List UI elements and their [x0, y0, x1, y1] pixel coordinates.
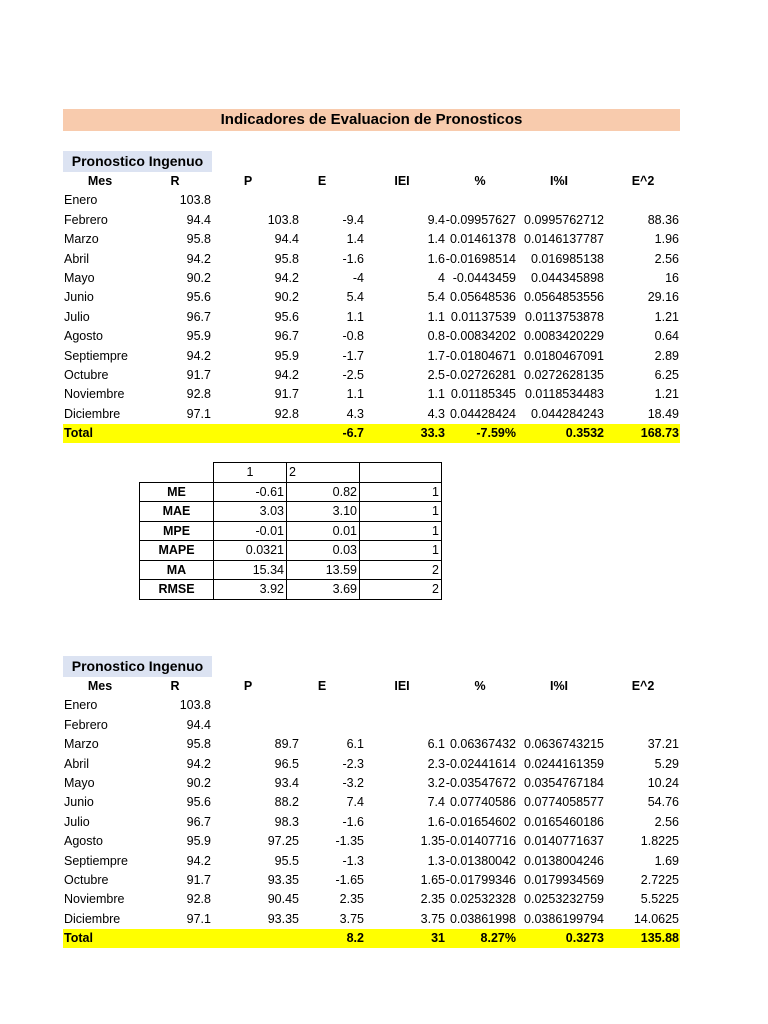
table-row	[63, 832, 680, 851]
cell-abs-e: 2.3	[427, 756, 445, 771]
table-row	[63, 250, 680, 269]
cell-pct: -0.01804671	[445, 348, 516, 363]
cell-abs-e: 4.3	[427, 406, 445, 421]
cell-month: Febrero	[64, 212, 108, 227]
cell-r: 91.7	[186, 872, 211, 887]
cell-p: 94.4	[274, 232, 299, 247]
stats-value-1: 3.03	[214, 502, 287, 522]
stats-value-1: -0.61	[214, 482, 287, 502]
table-row	[63, 288, 680, 307]
cell-pct: -0.09957627	[445, 212, 516, 227]
table-row	[63, 327, 680, 346]
cell-abs-pct: 0.0253232759	[524, 892, 604, 907]
stats-row-ma	[140, 560, 442, 580]
cell-abs-pct: 0.044284243	[531, 406, 604, 421]
stats-best: 1	[360, 521, 442, 541]
cell-abs-pct: 0.0244161359	[524, 756, 604, 771]
cell-r: 90.2	[186, 775, 211, 790]
stats-label: RMSE	[140, 580, 214, 600]
header-month: Mes	[87, 174, 113, 188]
table-row	[63, 871, 680, 890]
stats-value-2: 0.03	[287, 541, 360, 561]
cell-abs-e: 1.1	[427, 309, 445, 324]
stats-label: ME	[140, 482, 214, 502]
cell-e-squared: 0.64	[654, 329, 679, 344]
cell-abs-pct: 0.0138004246	[524, 853, 604, 868]
cell-r: 95.8	[186, 232, 211, 247]
cell-abs-pct: 0.016985138	[531, 251, 604, 266]
cell-e-squared: 2.56	[654, 814, 679, 829]
cell-month: Noviembre	[64, 387, 125, 402]
cell-month: Febrero	[64, 717, 108, 732]
table-row	[63, 696, 680, 715]
table-header-row	[63, 172, 680, 191]
cell-abs-e: 1.1	[427, 387, 445, 402]
cell-r: 95.9	[186, 834, 211, 849]
total-row	[63, 929, 680, 948]
cell-e-squared: 54.76	[647, 795, 679, 810]
cell-r: 94.4	[186, 717, 211, 732]
cell-r: 92.8	[186, 387, 211, 402]
stats-row-me	[140, 482, 442, 502]
header-e-squared: E^2	[631, 174, 655, 188]
table-row	[63, 385, 680, 404]
cell-e-squared: 1.21	[654, 387, 679, 402]
header-e: E	[317, 174, 327, 188]
cell-pct: 0.04428424	[449, 406, 516, 421]
cell-month: Total	[64, 931, 93, 946]
cell-r: 95.6	[186, 795, 211, 810]
header-p: P	[243, 174, 253, 188]
cell-abs-pct: 0.0140771637	[524, 834, 604, 849]
cell-e-squared: 1.96	[654, 232, 679, 247]
cell-pct: 0.07740586	[449, 795, 516, 810]
cell-p: 90.2	[274, 290, 299, 305]
cell-month: Total	[64, 426, 93, 441]
table-row	[63, 405, 680, 424]
cell-p: 98.3	[274, 814, 299, 829]
table-header-row	[63, 677, 680, 696]
stats-header-row	[140, 463, 442, 483]
table-row	[63, 793, 680, 812]
stats-header-1: 1	[214, 463, 287, 483]
stats-value-1: 3.92	[214, 580, 287, 600]
cell-pct: 8.27%	[480, 931, 516, 946]
cell-month: Junio	[64, 795, 94, 810]
cell-pct: 0.05648536	[449, 290, 516, 305]
cell-e: -9.4	[342, 212, 364, 227]
cell-abs-pct: 0.0774058577	[524, 795, 604, 810]
header-month: Mes	[87, 679, 113, 693]
cell-e: -6.7	[342, 426, 364, 441]
cell-r: 97.1	[186, 406, 211, 421]
cell-month: Octubre	[64, 367, 109, 382]
cell-month: Enero	[64, 698, 98, 713]
cell-month: Diciembre	[64, 911, 121, 926]
header-pct: %	[474, 174, 486, 188]
cell-e-squared: 88.36	[647, 212, 679, 227]
cell-month: Enero	[64, 193, 98, 208]
cell-abs-e: 1.4	[427, 232, 445, 247]
cell-e: 4.3	[346, 406, 364, 421]
cell-p: 90.45	[267, 892, 299, 907]
cell-e: 6.1	[346, 737, 364, 752]
cell-abs-e: 1.7	[427, 348, 445, 363]
cell-r: 94.2	[186, 251, 211, 266]
cell-e-squared: 2.56	[654, 251, 679, 266]
cell-e-squared: 1.8225	[640, 834, 679, 849]
stats-row-mape	[140, 541, 442, 561]
cell-p: 89.7	[274, 737, 299, 752]
cell-abs-pct: 0.0386199794	[524, 911, 604, 926]
cell-r: 103.8	[179, 193, 211, 208]
cell-abs-pct: 0.0564853556	[524, 290, 604, 305]
cell-e: 1.1	[346, 387, 364, 402]
cell-e: -1.3	[342, 853, 364, 868]
table-row	[63, 366, 680, 385]
cell-p: 94.2	[274, 367, 299, 382]
cell-e: 5.4	[346, 290, 364, 305]
cell-e-squared: 5.5225	[640, 892, 679, 907]
cell-month: Mayo	[64, 270, 95, 285]
cell-pct: -0.0443459	[452, 270, 516, 285]
header-p: P	[243, 679, 253, 693]
cell-abs-pct: 0.3273	[565, 931, 604, 946]
cell-abs-e: 1.6	[427, 814, 445, 829]
header-e: E	[317, 679, 327, 693]
stats-header-3	[360, 463, 442, 483]
cell-pct: 0.01185345	[450, 387, 516, 402]
cell-e-squared: 1.69	[654, 853, 679, 868]
stats-best: 1	[360, 541, 442, 561]
cell-e-squared: 5.29	[654, 756, 679, 771]
cell-month: Julio	[64, 814, 90, 829]
cell-pct: -0.03547672	[445, 775, 516, 790]
cell-pct: 0.06367432	[449, 737, 516, 752]
cell-month: Noviembre	[64, 892, 125, 907]
cell-r: 92.8	[186, 892, 211, 907]
cell-e-squared: 168.73	[640, 426, 679, 441]
cell-p: 93.35	[267, 911, 299, 926]
cell-month: Abril	[64, 251, 90, 266]
cell-abs-e: 0.8	[427, 329, 445, 344]
cell-abs-e: 6.1	[427, 737, 445, 752]
cell-e: 1.1	[346, 309, 364, 324]
cell-month: Abril	[64, 756, 90, 771]
cell-pct: 0.02532328	[449, 892, 516, 907]
cell-r: 97.1	[186, 911, 211, 926]
cell-e: 2.35	[339, 892, 364, 907]
forecast-table-2	[63, 677, 680, 948]
cell-e: -4	[352, 270, 364, 285]
stats-best: 1	[360, 482, 442, 502]
cell-r: 94.2	[186, 756, 211, 771]
table-row	[63, 308, 680, 327]
cell-e: -2.3	[342, 756, 364, 771]
table-row	[63, 269, 680, 288]
table-row	[63, 191, 680, 210]
cell-p: 93.4	[274, 775, 299, 790]
stats-best: 1	[360, 502, 442, 522]
stats-value-2: 13.59	[287, 560, 360, 580]
cell-p: 96.7	[274, 329, 299, 344]
table-row	[63, 735, 680, 754]
cell-e-squared: 10.24	[647, 775, 679, 790]
header-e-squared: E^2	[631, 679, 655, 693]
cell-e: 7.4	[346, 795, 364, 810]
stats-row-rmse	[140, 580, 442, 600]
stats-row-mpe	[140, 521, 442, 541]
stats-header-2: 2	[287, 463, 360, 483]
cell-pct: -0.00834202	[445, 329, 516, 344]
cell-e-squared: 6.25	[654, 367, 679, 382]
table-row	[63, 910, 680, 929]
cell-e-squared: 14.0625	[633, 911, 679, 926]
cell-pct: -0.01799346	[445, 872, 516, 887]
cell-abs-e: 2.5	[427, 367, 445, 382]
cell-pct: 0.01461378	[449, 232, 516, 247]
cell-pct: -0.01407716	[445, 834, 516, 849]
cell-month: Agosto	[64, 834, 103, 849]
section-title-2: Pronostico Ingenuo	[63, 656, 212, 677]
cell-abs-e: 1.6	[427, 251, 445, 266]
cell-r: 94.4	[186, 212, 211, 227]
cell-month: Diciembre	[64, 406, 121, 421]
cell-e: -1.6	[342, 251, 364, 266]
cell-r: 90.2	[186, 270, 211, 285]
forecast-table-1	[63, 172, 680, 443]
cell-e: 3.75	[339, 911, 364, 926]
cell-month: Julio	[64, 309, 90, 324]
header-abs-e: IEI	[394, 679, 410, 693]
error-stats-table	[139, 462, 442, 600]
cell-pct: 0.03861998	[449, 911, 516, 926]
header-r: R	[170, 679, 180, 693]
cell-abs-e: 1.3	[427, 853, 445, 868]
cell-abs-pct: 0.0179934569	[524, 872, 604, 887]
cell-abs-pct: 0.0354767184	[524, 775, 604, 790]
table-row	[63, 716, 680, 735]
header-r: R	[170, 174, 180, 188]
cell-abs-e: 9.4	[427, 212, 445, 227]
stats-value-2: 3.69	[287, 580, 360, 600]
cell-p: 91.7	[274, 387, 299, 402]
cell-month: Junio	[64, 290, 94, 305]
cell-p: 95.6	[274, 309, 299, 324]
cell-month: Septiempre	[64, 853, 128, 868]
section-title-1: Pronostico Ingenuo	[63, 151, 212, 172]
table-row	[63, 347, 680, 366]
cell-e-squared: 135.88	[640, 931, 679, 946]
cell-r: 91.7	[186, 367, 211, 382]
sheet-title: Indicadores de Evaluacion de Pronosticos	[63, 109, 680, 131]
cell-p: 95.5	[274, 853, 299, 868]
cell-e: 1.4	[346, 232, 364, 247]
cell-month: Marzo	[64, 737, 99, 752]
cell-abs-e: 33.3	[420, 426, 445, 441]
cell-abs-pct: 0.0113753878	[524, 309, 604, 324]
cell-e: -1.65	[335, 872, 364, 887]
cell-pct: -0.02726281	[445, 367, 516, 382]
stats-value-1: 0.0321	[214, 541, 287, 561]
header-abs-pct: I%I	[549, 679, 569, 693]
header-abs-e: IEI	[394, 174, 410, 188]
table-row	[63, 813, 680, 832]
cell-e-squared: 16	[665, 270, 679, 285]
cell-abs-e: 5.4	[427, 290, 445, 305]
cell-month: Septiempre	[64, 348, 128, 363]
cell-abs-pct: 0.044345898	[531, 270, 604, 285]
cell-p: 92.8	[274, 406, 299, 421]
cell-e: 8.2	[346, 931, 364, 946]
cell-pct: -0.01698514	[445, 251, 516, 266]
cell-e: -1.6	[342, 814, 364, 829]
stats-value-1: -0.01	[214, 521, 287, 541]
cell-r: 96.7	[186, 814, 211, 829]
cell-e-squared: 18.49	[647, 406, 679, 421]
cell-abs-e: 4	[438, 270, 445, 285]
table-row	[63, 755, 680, 774]
header-pct: %	[474, 679, 486, 693]
cell-abs-pct: 0.0118534483	[524, 387, 604, 402]
cell-pct: 0.01137539	[450, 309, 516, 324]
cell-e-squared: 29.16	[647, 290, 679, 305]
cell-e: -1.35	[335, 834, 364, 849]
cell-e: -2.5	[342, 367, 364, 382]
stats-best: 2	[360, 580, 442, 600]
cell-r: 95.8	[186, 737, 211, 752]
cell-e: -1.7	[342, 348, 364, 363]
cell-pct: -0.01654602	[445, 814, 516, 829]
cell-abs-e: 2.35	[420, 892, 445, 907]
cell-p: 95.9	[274, 348, 299, 363]
cell-r: 103.8	[179, 698, 211, 713]
cell-pct: -7.59%	[476, 426, 516, 441]
stats-value-1: 15.34	[214, 560, 287, 580]
cell-e-squared: 1.21	[654, 309, 679, 324]
cell-month: Marzo	[64, 232, 99, 247]
cell-abs-e: 3.75	[420, 911, 445, 926]
table-row	[63, 211, 680, 230]
cell-month: Octubre	[64, 872, 109, 887]
cell-p: 103.8	[267, 212, 299, 227]
stats-label: MAPE	[140, 541, 214, 561]
cell-e: -0.8	[342, 329, 364, 344]
cell-abs-pct: 0.0995762712	[524, 212, 604, 227]
stats-value-2: 0.82	[287, 482, 360, 502]
cell-abs-pct: 0.0146137787	[524, 232, 604, 247]
cell-abs-e: 7.4	[427, 795, 445, 810]
total-row	[63, 424, 680, 443]
cell-abs-pct: 0.0180467091	[524, 348, 604, 363]
cell-e-squared: 2.89	[654, 348, 679, 363]
cell-p: 95.8	[274, 251, 299, 266]
cell-abs-e: 3.2	[427, 775, 445, 790]
cell-abs-e: 1.35	[420, 834, 445, 849]
cell-abs-pct: 0.0083420229	[524, 329, 604, 344]
cell-r: 95.9	[186, 329, 211, 344]
header-abs-pct: I%I	[549, 174, 569, 188]
cell-month: Agosto	[64, 329, 103, 344]
stats-label: MPE	[140, 521, 214, 541]
cell-abs-pct: 0.0165460186	[524, 814, 604, 829]
cell-r: 96.7	[186, 309, 211, 324]
cell-p: 93.35	[267, 872, 299, 887]
stats-best: 2	[360, 560, 442, 580]
cell-p: 97.25	[267, 834, 299, 849]
cell-r: 95.6	[186, 290, 211, 305]
cell-p: 94.2	[274, 270, 299, 285]
table-row	[63, 230, 680, 249]
cell-p: 88.2	[274, 795, 299, 810]
cell-abs-pct: 0.0636743215	[524, 737, 604, 752]
stats-value-2: 0.01	[287, 521, 360, 541]
cell-abs-pct: 0.3532	[565, 426, 604, 441]
cell-pct: -0.01380042	[445, 853, 516, 868]
cell-month: Mayo	[64, 775, 95, 790]
cell-abs-e: 1.65	[420, 872, 445, 887]
cell-abs-pct: 0.0272628135	[524, 367, 604, 382]
stats-row-mae	[140, 502, 442, 522]
cell-pct: -0.02441614	[445, 756, 516, 771]
cell-r: 94.2	[186, 853, 211, 868]
cell-e: -3.2	[342, 775, 364, 790]
stats-label: MAE	[140, 502, 214, 522]
table-row	[63, 852, 680, 871]
cell-e-squared: 2.7225	[640, 872, 679, 887]
stats-label: MA	[140, 560, 214, 580]
stats-value-2: 3.10	[287, 502, 360, 522]
cell-p: 96.5	[274, 756, 299, 771]
cell-r: 94.2	[186, 348, 211, 363]
cell-e-squared: 37.21	[647, 737, 679, 752]
table-row	[63, 890, 680, 909]
table-row	[63, 774, 680, 793]
cell-abs-e: 31	[431, 931, 445, 946]
